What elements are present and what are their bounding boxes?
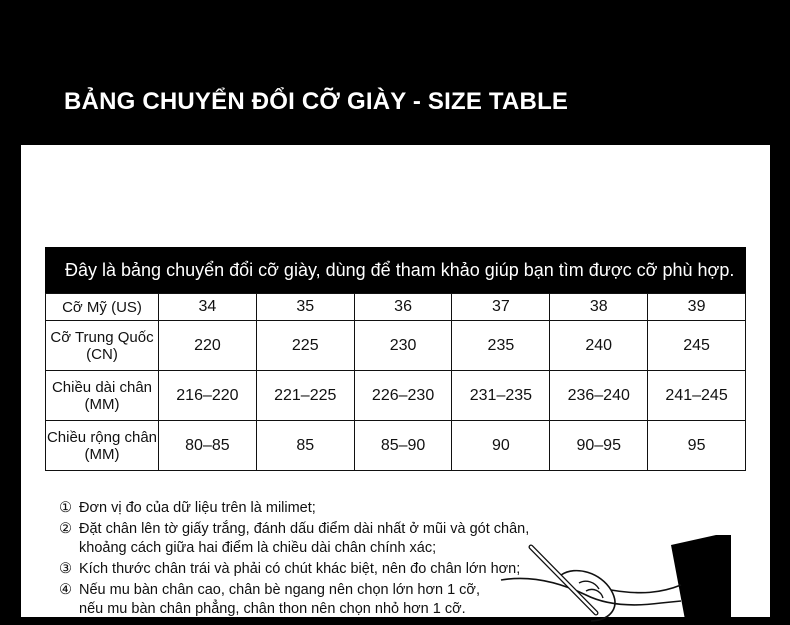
table-cell: 38 [550,294,648,321]
table-cell: 39 [648,294,746,321]
table-cell: 36 [354,294,452,321]
table-cell: 85–90 [354,421,452,471]
table-cell: 236–240 [550,371,648,421]
table-row [46,321,746,371]
notes-list [59,499,539,621]
list-item [59,520,539,558]
note-text: Đặt chân lên tờ giấy trắng, đánh dấu điểm dài nhất ở mũi và gót chân, khoảng cách giữa hai điểm là chiều dài chân chính xác; [79,521,530,556]
row-header-width [46,421,159,471]
note-number: ① [59,500,72,516]
table-cell: 37 [452,294,550,321]
table-cell: 216–220 [159,371,257,421]
row-header-label: Cỡ Trung Quốc (CN) [50,328,154,363]
table-row [46,294,746,321]
note-number: ③ [59,561,72,577]
row-header-cn [46,321,159,371]
table-cell: 90–95 [550,421,648,471]
table-cell: 235 [452,321,550,371]
note-number: ④ [59,582,72,598]
table-cell: 225 [256,321,354,371]
list-item [59,581,539,619]
table-cell: 241–245 [648,371,746,421]
table-cell: 245 [648,321,746,371]
table-cell: 90 [452,421,550,471]
table-cell: 95 [648,421,746,471]
table-cell: 226–230 [354,371,452,421]
row-header-us: Cỡ Mỹ (US) [46,294,159,321]
note-text: Đơn vị đo của dữ liệu trên là milimet; [79,500,316,516]
table-cell: 230 [354,321,452,371]
row-header-length [46,371,159,421]
table-cell: 240 [550,321,648,371]
list-item [59,560,539,579]
content-panel [21,145,770,617]
row-header-label: Chiều dài chân (MM) [51,378,153,413]
table-cell: 80–85 [159,421,257,471]
table-cell: 231–235 [452,371,550,421]
intro-banner: Đây là bảng chuyển đổi cỡ giày, dùng để tham khảo giúp bạn tìm được cỡ phù hợp. [45,247,746,293]
table-cell: 34 [159,294,257,321]
note-text: Nếu mu bàn chân cao, chân bè ngang nên chọn lớn hơn 1 cỡ, nếu mu bàn chân phẳng, chân thon nên chọn nhỏ hơn 1 cỡ. [79,582,480,617]
table-row [46,371,746,421]
table-cell: 220 [159,321,257,371]
note-number: ② [59,521,72,537]
table-cell: 85 [256,421,354,471]
page-title: BẢNG CHUYỂN ĐỔI CỠ GIÀY - SIZE TABLE [64,88,569,115]
table-row [46,421,746,471]
list-item [59,499,539,518]
table-cell: 35 [256,294,354,321]
hand-drawing-pen-icon [491,535,731,625]
note-text: Kích thước chân trái và phải có chút khác biệt, nên đo chân lớn hơn; [79,561,521,577]
size-table [45,293,746,471]
table-cell: 221–225 [256,371,354,421]
row-header-label: Chiều rộng chân (MM) [46,428,158,463]
